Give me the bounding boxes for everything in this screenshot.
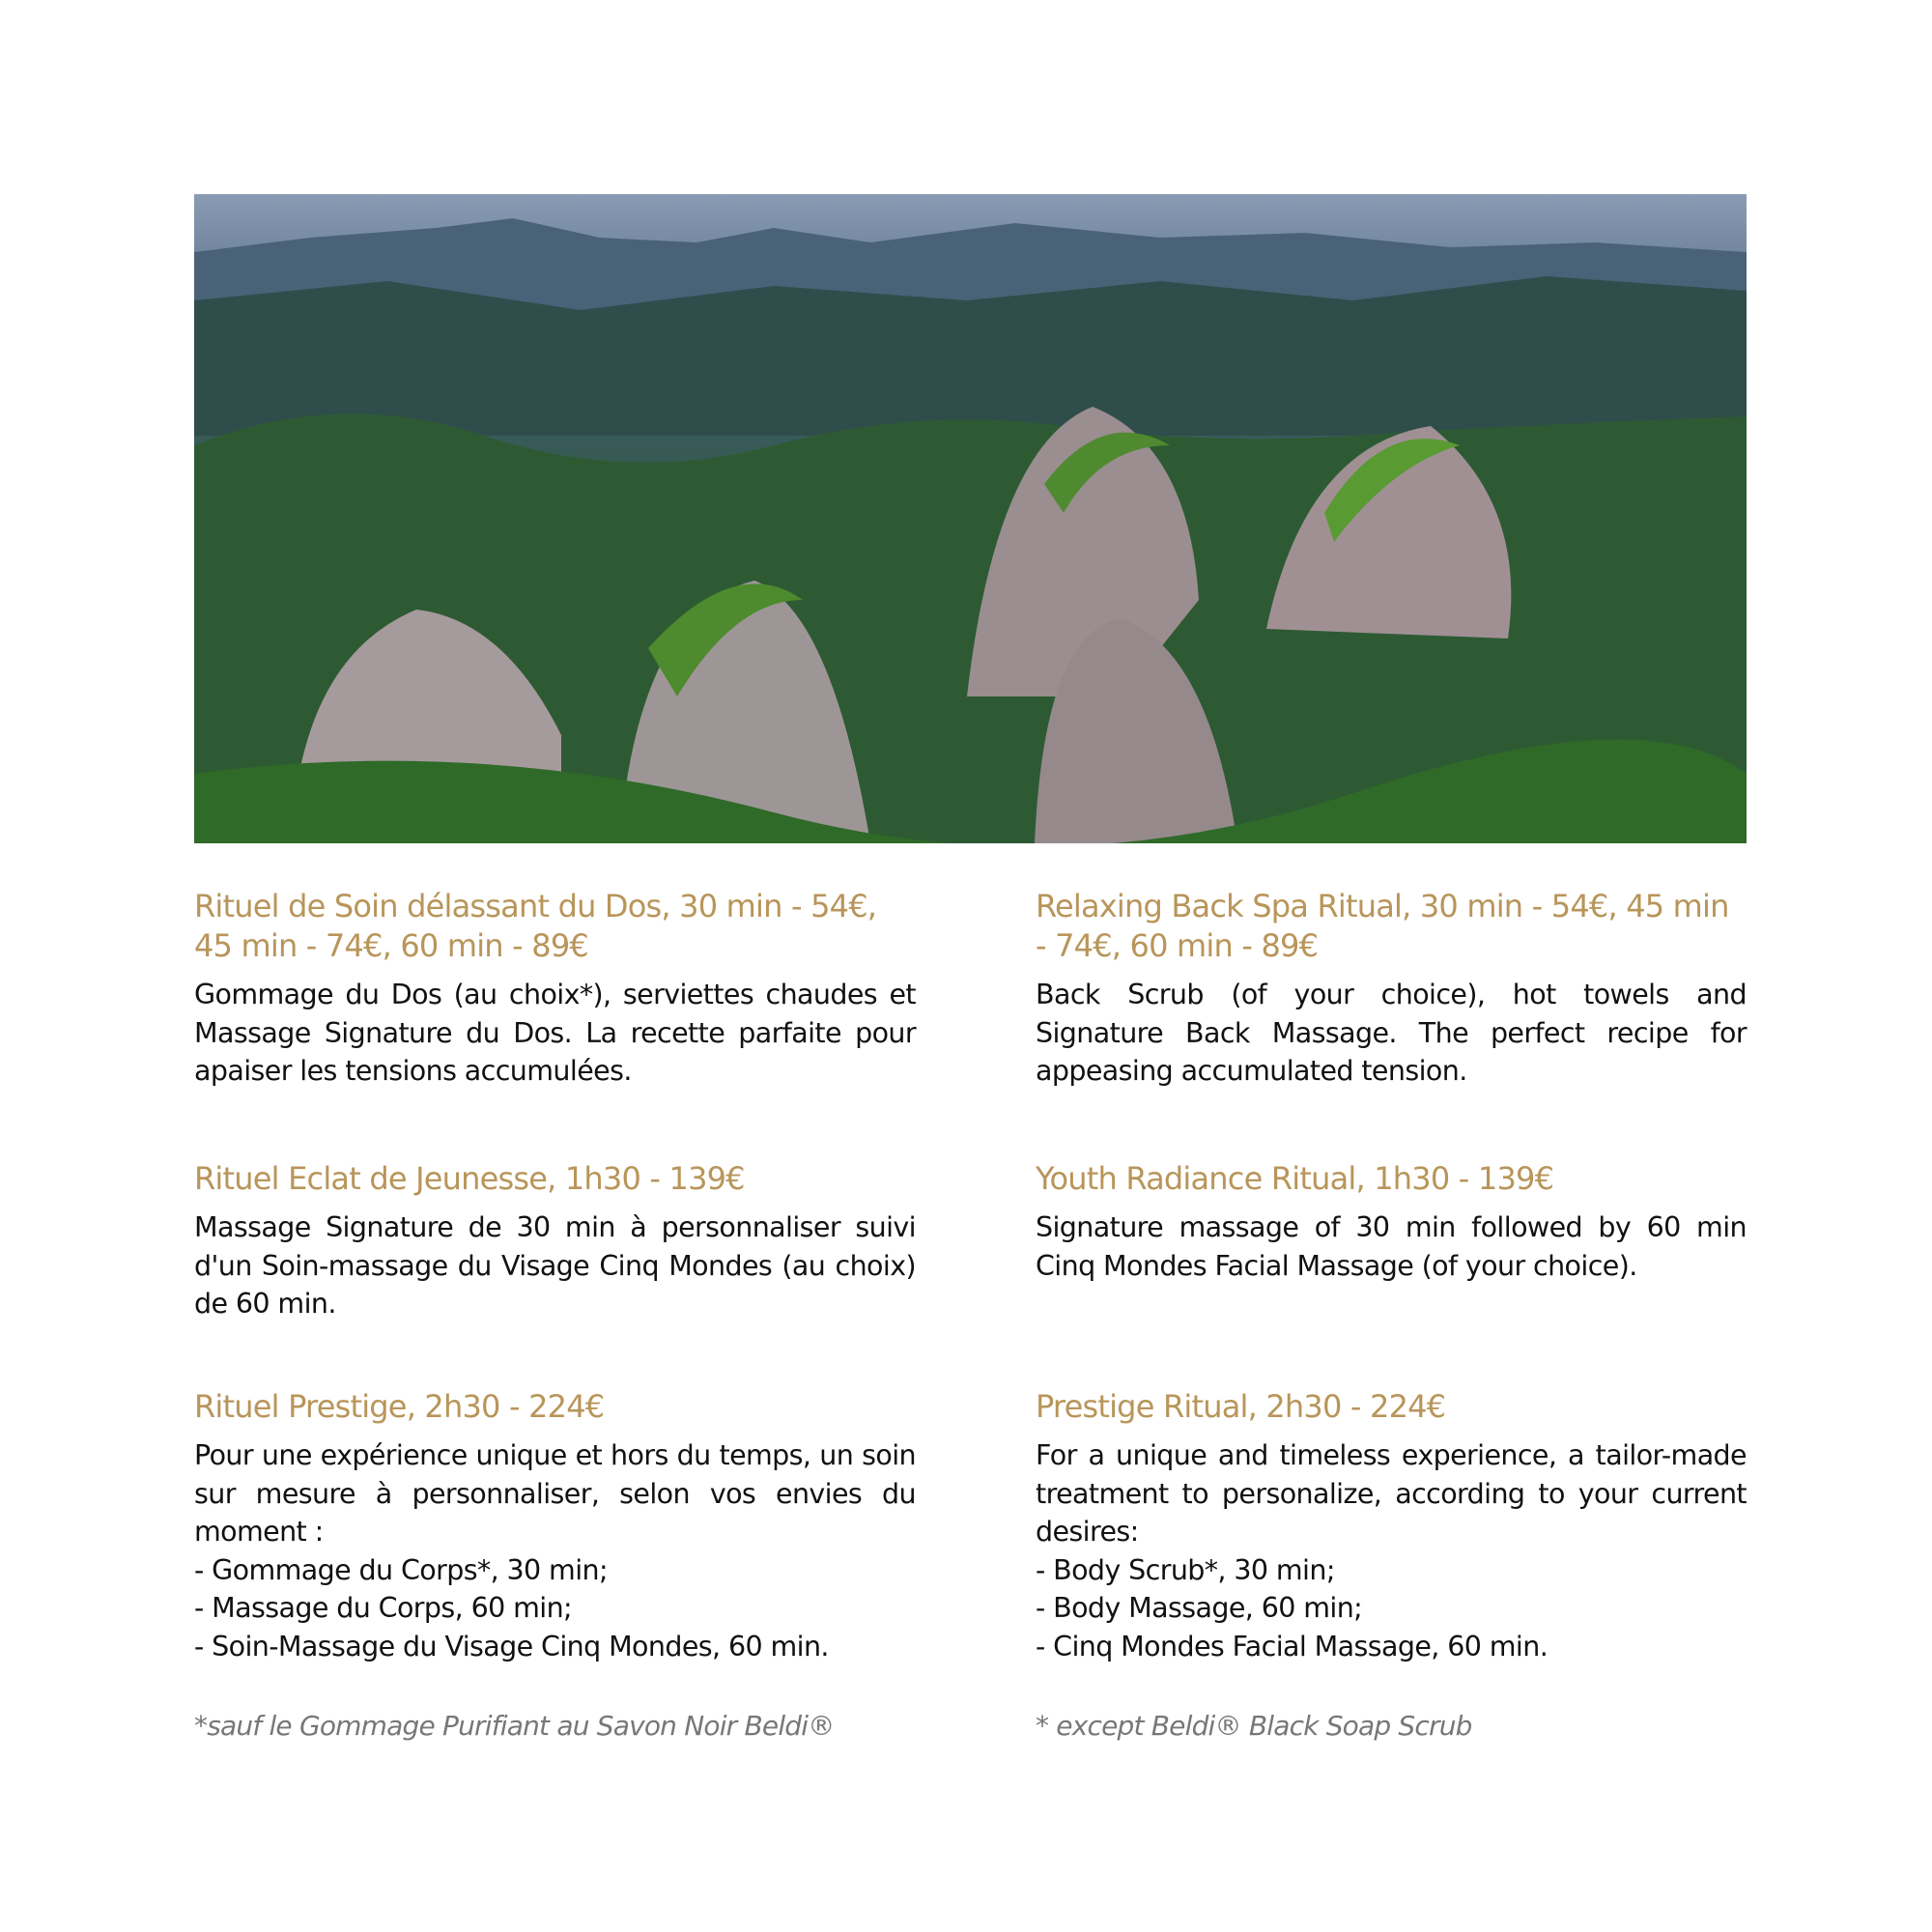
list-item: - Body Scrub*, 30 min; — [1036, 1553, 1335, 1586]
mountain-landscape-photo — [194, 194, 1747, 843]
section-body: Gommage du Dos (au choix*), serviettes chaudes et Massage Signature du Dos. La recette parfaite pour apaiser les tensions accumulées. — [194, 979, 916, 1087]
section-body: Back Scrub (of your choice), hot towels and Signature Back Massage. The perfect recipe for appeasing accumulated tension. — [1036, 979, 1747, 1087]
section-title: Rituel Eclat de Jeunesse, 1h30 - 139€ — [194, 1160, 745, 1197]
section-body: For a unique and timeless experience, a tailor-made treatment to personalize, according to your current desires: — [1036, 1439, 1747, 1548]
section-body: Massage Signature de 30 min à personnaliser suivi d'un Soin-massage du Visage Cinq Mondes (au choix) de 60 min. — [194, 1211, 916, 1320]
list-item: - Body Massage, 60 min; — [1036, 1592, 1363, 1624]
left-section-back-ritual — [194, 887, 916, 1091]
footnote: * except Beldi® Black Soap Scrub — [1036, 1710, 1472, 1742]
section-title: Relaxing Back Spa Ritual, 30 min - 54€, 45 min - 74€, 60 min - 89€ — [1036, 888, 1729, 964]
section-body: Signature massage of 30 min followed by 60 min Cinq Mondes Facial Massage (of your choice). — [1036, 1211, 1747, 1282]
left-section-youth-ritual — [194, 1159, 916, 1323]
list-item: - Gommage du Corps*, 30 min; — [194, 1553, 608, 1586]
right-section-back-ritual — [1036, 887, 1747, 1091]
right-section-prestige-ritual — [1036, 1387, 1747, 1665]
section-title: Rituel de Soin délassant du Dos, 30 min - 54€, 45 min - 74€, 60 min - 89€ — [194, 888, 877, 964]
list-item: - Massage du Corps, 60 min; — [194, 1592, 573, 1624]
right-section-youth-ritual — [1036, 1159, 1747, 1285]
section-title: Youth Radiance Ritual, 1h30 - 139€ — [1036, 1160, 1554, 1197]
left-section-prestige-ritual — [194, 1387, 916, 1665]
section-title: Prestige Ritual, 2h30 - 224€ — [1036, 1388, 1446, 1425]
list-item: - Cinq Mondes Facial Massage, 60 min. — [1036, 1630, 1548, 1662]
list-item: - Soin-Massage du Visage Cinq Mondes, 60 min. — [194, 1630, 829, 1662]
footnote: *sauf le Gommage Purifiant au Savon Noir Beldi® — [194, 1710, 835, 1742]
section-title: Rituel Prestige, 2h30 - 224€ — [194, 1388, 605, 1425]
section-body: Pour une expérience unique et hors du temps, un soin sur mesure à personnaliser, selon vos envies du moment : — [194, 1439, 916, 1548]
